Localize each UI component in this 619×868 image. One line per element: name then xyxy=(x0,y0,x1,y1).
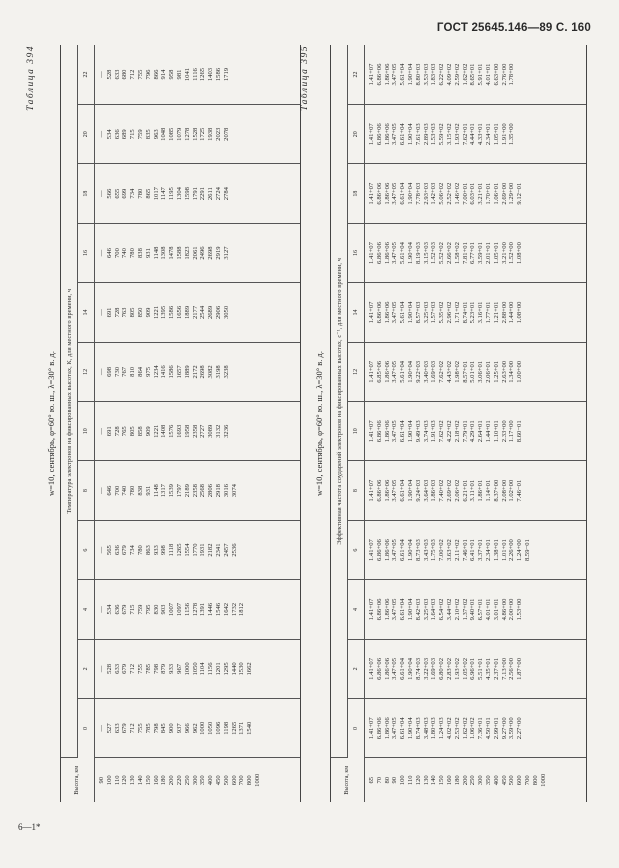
value-column: 1.41+07 6.86+06 1.86+06 3.47+05 5.61+04 1.90+04 8.57+03 3.25+03 1.57+03 5.35+02 2.96+02 1.71+02 8.74+01 5.23+01 3.16+01 1.77+01 1.21+01 2.88+00 1.44+00 1.08+00 xyxy=(365,283,587,342)
value-column: 1.41+07 6.86+06 1.86+06 3.47+05 6.61+04 1.90+04 8.42+03 3.25+03 1.64+03 6.54+02 3.44+02 2.10+02 1.37+02 9.40+01 6.57+01 4.01+01 3.01+01 4.86+00 2.00+00 1.53+00 xyxy=(365,580,587,639)
value-column: — 566 655 699 734 780 865 1017 1147 1195 1304 1598 1791 2291 2611 2724 2784 xyxy=(95,164,301,223)
hour-header: 12 xyxy=(78,342,95,401)
table-number: Таблица 395 xyxy=(300,45,310,111)
hour-header: 18 xyxy=(348,164,365,223)
value-column: — 646 700 740 780 838 931 1148 1308 1478 1588 1823 2061 2496 2698 2919 3127 xyxy=(95,223,301,282)
table-body-row xyxy=(95,45,301,802)
value-column: — 534 636 679 715 759 795 830 903 1007 1097 1156 1278 1391 1446 1546 1642 1732 1812 xyxy=(95,580,301,639)
page-header: ГОСТ 25645.146—89 С. 160 xyxy=(436,22,591,34)
hour-header-row xyxy=(78,45,95,802)
value-column: 1.41+07 6.85+06 1.86+06 3.47+05 5.61+04 1.90+04 9.22+03 3.40+03 1.69+03 7.62+02 4.43+02 1.98+02 8.57+01 5.01+01 3.06+01 2.06+01 1.25+01 2.63+00 1.34+00 1.00+00 xyxy=(365,342,587,401)
hour-header: 14 xyxy=(348,283,365,342)
value-column: 1.41+07 6.86+06 1.86+06 3.47+05 5.61+04 1.90+04 8.80+03 3.53+03 1.83+03 6.22+02 4.09+02 2.59+02 1.62+02 8.65+01 5.91+01 4.01+01 6.63+00 2.76+00 1.78+00 xyxy=(365,45,587,105)
hour-header: 20 xyxy=(348,105,365,164)
data-table xyxy=(60,45,301,802)
hour-header: 18 xyxy=(78,164,95,223)
hour-header: 4 xyxy=(348,580,365,639)
value-column: — 534 636 689 715 759 835 963 1048 1085 1079 1278 1528 1725 1938 2023 2078 xyxy=(95,105,301,164)
hour-header: 10 xyxy=(348,402,365,461)
hour-header: 22 xyxy=(78,45,95,105)
value-column: 1.41+07 6.86+06 1.86+06 3.47+05 6.61+04 1.90+04 7.61+03 2.89+03 1.53+03 5.59+02 3.15+02 1.93+02 7.62+01 4.44+01 4.33+01 2.34+01 1.05+01 1.91+00 1.35+00 xyxy=(365,105,587,164)
height-column-header: Высота, км xyxy=(331,758,365,802)
hour-header: 22 xyxy=(348,45,365,105)
hour-header: 2 xyxy=(78,639,95,698)
hour-header: 8 xyxy=(78,461,95,520)
page-footer: 6—1* xyxy=(18,822,41,832)
hour-header: 8 xyxy=(348,461,365,520)
table-394 xyxy=(26,45,296,802)
hour-header: 14 xyxy=(78,283,95,342)
value-column: — 691 728 763 805 850 909 1221 1395 1586 1656 1889 2177 2544 2689 2906 3050 xyxy=(95,283,301,342)
hour-header: 20 xyxy=(78,105,95,164)
value-column: — 691 728 765 805 858 909 1221 1408 1576 1693 1958 2358 2727 3089 3132 3236 xyxy=(95,402,301,461)
table-body-row xyxy=(365,45,587,802)
hour-header: 6 xyxy=(348,520,365,579)
span-header: Температура электронов на фиксированных высотах, К, для местного времени, ч xyxy=(61,45,78,758)
table-title: w=10, сентябрь, φ=60° ю. ш., λ=30° в. д. xyxy=(46,351,56,496)
hour-header: 0 xyxy=(348,699,365,758)
table-395 xyxy=(300,45,582,802)
height-column-header: Высота, км xyxy=(61,758,95,802)
table-number: Таблица 394 xyxy=(26,45,36,111)
value-column: 1.41+07 6.86+06 1.86+06 3.47+05 6.61+04 1.90+04 7.78+03 2.93+03 1.42+03 5.06+02 2.52+02 1.46+02 7.00+01 6.03+01 3.21+01 1.70+01 1.06+01 2.69+00 1.29+00 9.12−01 xyxy=(365,164,587,223)
hour-header: 10 xyxy=(78,402,95,461)
value-column: 1.41+07 6.86+06 1.86+06 3.47+05 6.61+04 1.90+04 8.74+03 3.48+03 1.80+03 1.24+03 4.02+02 2.53+02 1.62+02 1.06+02 7.36+01 4.50+01 2.99+01 9.27+00 3.59+00 2.27+00 xyxy=(365,699,587,758)
hour-header: 2 xyxy=(348,639,365,698)
hour-header: 16 xyxy=(348,223,365,282)
value-column: 1.41+07 6.86+06 1.86+06 3.47+05 6.61+04 1.90+04 8.74+03 3.22+03 1.69+03 6.80+02 2.83+02 1.93+02 1.05+02 6.96+01 5.51+01 4.35+01 2.37+01 7.13+00 2.56+00 1.87+00 xyxy=(365,639,587,698)
value-column: 1.41+07 6.86+06 1.86+06 3.47+05 6.61+04 1.90+04 9.49+03 3.74+03 1.91+03 7.62+02 4.22+02 2.18+02 7.79+01 4.29+01 2.64+01 1.44+01 1.10+01 2.33+00 1.17+00 8.60−01 xyxy=(365,402,587,461)
value-column: — 527 633 679 712 755 785 798 845 900 937 966 962 1000 1050 1096 1198 1265 1371 1540 xyxy=(95,699,301,758)
value-column: — 698 730 767 810 864 975 1234 1416 1586 1657 1889 2172 2698 3082 3198 3238 xyxy=(95,342,301,401)
hour-header: 4 xyxy=(78,580,95,639)
hour-header: 12 xyxy=(348,342,365,401)
value-column: 1.41+07 6.86+06 1.86+06 3.47+05 6.61+04 1.90+04 9.24+03 3.64+03 1.86+03 7.40+02 2.69+02 2.06+02 6.21+01 3.11+01 1.86+01 1.14+01 8.37+00 2.08+00 1.02+00 7.46−01 xyxy=(365,461,587,520)
hour-header-row xyxy=(348,45,365,802)
value-column: 1.41+07 6.86+06 1.86+06 3.47+05 5.61+04 1.90+04 8.19+03 3.15+03 1.52+03 5.52+02 2.66+02 1.58+02 7.81+01 6.77+01 3.59+01 2.01+01 1.05+01 3.21+00 1.52+00 1.08+00 xyxy=(365,223,587,282)
value-column: — 528 633 680 712 755 796 866 914 958 981 1041 1116 1265 1403 1586 1719 xyxy=(95,45,301,105)
hour-header: 16 xyxy=(78,223,95,282)
height-column: 90 100 110 120 130 140 150 160 180 200 220 250 300 350 400 450 500 600 700 800 1000 xyxy=(95,758,301,802)
value-column: 1.41+07 6.86+06 1.86+06 3.47+05 6.61+04 1.90+04 8.73+03 3.43+03 1.75+03 7.00+02 3.63+02 2.11+02 7.46+01 6.41+01 3.37+01 2.34+01 1.38+01 1.01+01 2.26+00 1.24+00 8.59−01 xyxy=(365,520,587,579)
height-column: 65 70 80 90 100 110 120 130 140 150 160 180 200 250 300 350 400 450 500 600 700 800 1000 xyxy=(365,758,587,802)
value-column: — 528 633 679 712 755 785 798 879 933 967 1000 1050 1104 1156 1201 1295 1440 1530 1662 xyxy=(95,639,301,698)
hour-header: 6 xyxy=(78,520,95,579)
span-header: Эффективная частота соударений электронов на фиксированных высотах, с⁻¹, для местного времени, ч xyxy=(331,45,348,758)
data-table xyxy=(330,45,587,802)
value-column: — 646 700 740 780 838 931 1148 1317 1539 1797 2189 2358 2568 2806 2918 3016 3074 xyxy=(95,461,301,520)
hour-header: 0 xyxy=(78,699,95,758)
table-title: w=10, сентябрь, φ=60° ю. ш., λ=30° в. д. xyxy=(314,351,324,496)
value-column: — 565 636 679 734 780 863 933 998 1118 1265 1554 1770 1931 2182 2341 2457 2536 xyxy=(95,520,301,579)
